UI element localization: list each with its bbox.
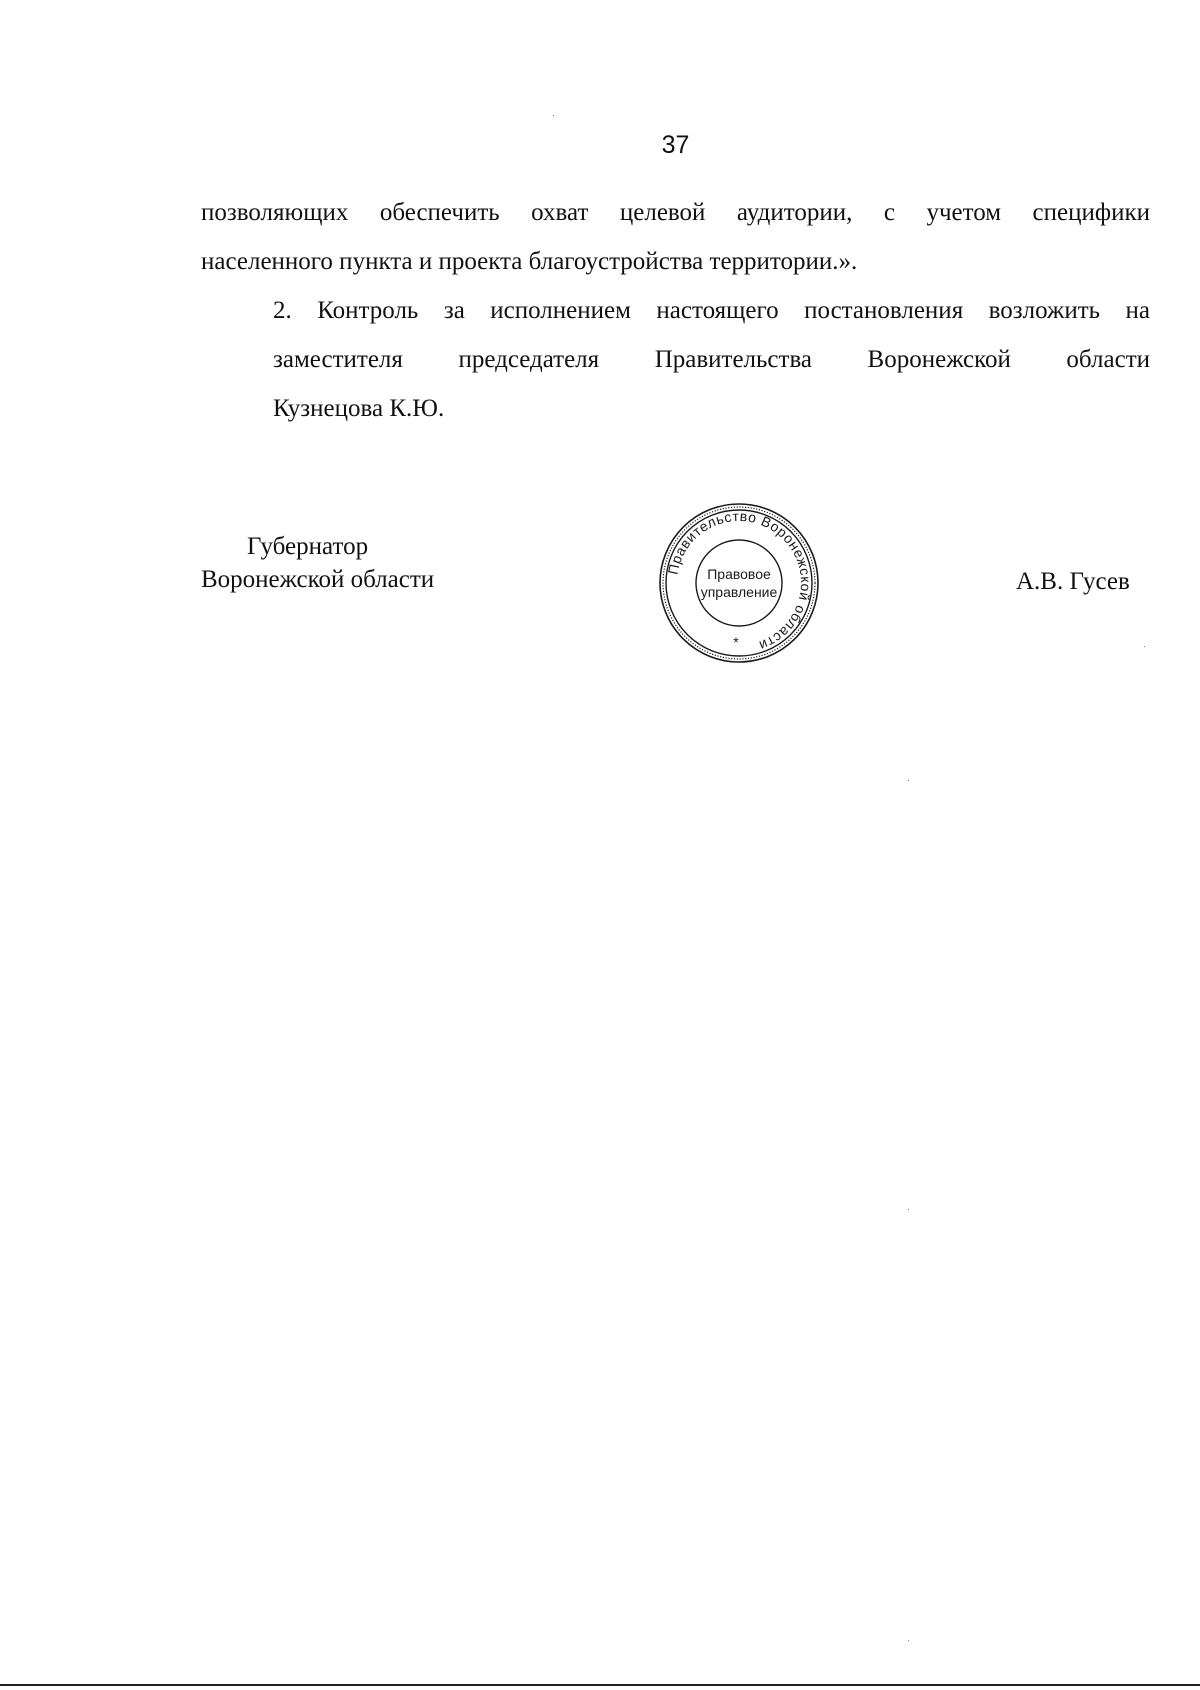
scan-speck bbox=[908, 780, 909, 781]
page-number: 37 bbox=[661, 131, 690, 159]
official-seal-stamp bbox=[656, 500, 822, 666]
seal-icon bbox=[656, 500, 822, 666]
seal-outer-text: Правительство Воронежской области bbox=[664, 507, 815, 655]
scan-speck bbox=[1144, 646, 1145, 647]
paragraph-control-clause bbox=[201, 286, 1150, 433]
scan-speck bbox=[908, 1209, 909, 1210]
paragraph-line: 2. Контроль за исполнением настоящего постановления возложить на bbox=[273, 297, 1150, 324]
seal-center-line1: Правовое bbox=[707, 566, 771, 582]
scan-speck bbox=[553, 115, 554, 116]
paragraph-line: заместителя председателя Правительства Воронежской области bbox=[273, 346, 1150, 373]
signatory-title-line: Воронежской области bbox=[201, 566, 435, 593]
signature-block bbox=[0, 530, 1200, 670]
seal-star: * bbox=[733, 634, 739, 650]
paragraph-continuation bbox=[201, 188, 1150, 286]
signatory-name: А.В. Гусев bbox=[1016, 568, 1130, 595]
scan-speck bbox=[908, 1640, 909, 1641]
paragraph-line: позволяющих обеспечить охват целевой аудитории, с учетом специфики bbox=[201, 199, 1150, 226]
signatory-title-line: Губернатор bbox=[247, 533, 369, 560]
signatory-title bbox=[201, 530, 434, 596]
paragraph-line: населенного пункта и проекта благоустройства территории.». bbox=[201, 248, 858, 275]
paragraph-line: Кузнецова К.Ю. bbox=[273, 395, 445, 422]
page-bottom-edge bbox=[0, 1684, 1200, 1686]
seal-center-line2: управление bbox=[700, 584, 778, 600]
